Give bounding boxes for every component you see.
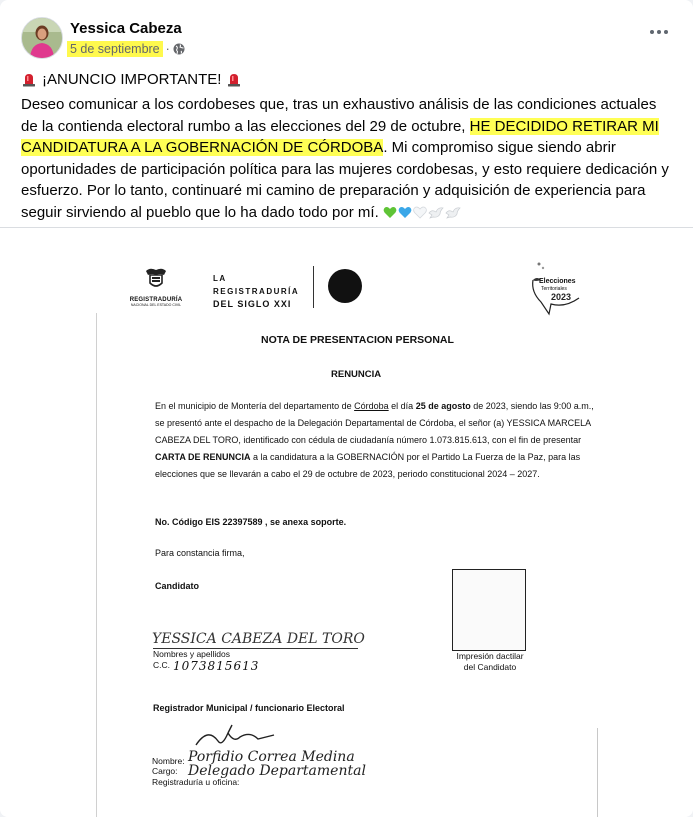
blue-heart-icon [398, 206, 412, 219]
candidate-signature [152, 621, 372, 651]
document-code: No. Código EIS 22397589 , se anexa soporte. [155, 517, 347, 527]
white-heart-icon [413, 206, 427, 219]
fingerprint-box [452, 569, 526, 651]
paragraph-text-cordoba: Córdoba [354, 401, 389, 411]
post-header [0, 0, 693, 70]
avatar-photo-icon [22, 18, 62, 58]
author-name[interactable]: Yessica Cabeza [70, 20, 182, 37]
circular-logo-icon [328, 269, 362, 303]
paragraph-text: En el municipio de Montería del departamento de [155, 401, 355, 411]
post-body-highlight: HE DECIDIDO RETIRAR MI CANDIDATURA A LA GOBERNACIÓN DE CÓRDOBA [21, 117, 659, 156]
post-body-part1: Deseo comunicar a los cordobeses que, tras un exhaustivo análisis de las condiciones actuales de la contienda electoral rumbo a las elecciones del 29 de octubre, [21, 96, 657, 135]
dove-icon [445, 206, 461, 219]
document-cc-handwritten: 1073815613 [173, 659, 260, 673]
paragraph-text-date: 25 de agosto [415, 401, 471, 411]
announcement-title [21, 68, 242, 90]
post-body [21, 94, 676, 223]
document-edge [597, 728, 598, 817]
logo-siglo-line2: DEL SIGLO XXI [213, 299, 292, 309]
candidate-signature-text: YESSICA CABEZA DEL TORO [152, 631, 365, 647]
elecciones-logo-line1: Elecciones [539, 278, 576, 285]
document-registrador-label: Registrador Municipal / funcionario Electoral [153, 703, 345, 713]
document-title: NOTA DE PRESENTACION PERSONAL [261, 334, 454, 346]
green-heart-icon [383, 206, 397, 219]
siren-icon [21, 71, 37, 87]
registraduria-logo-subtext: NACIONAL DEL ESTADO CIVIL [130, 303, 182, 307]
fingerprint-label-line2: del Candidato [463, 662, 517, 672]
dove-icon [428, 206, 444, 219]
document-nombre-label: Nombre: [152, 756, 185, 766]
author-avatar[interactable] [21, 17, 63, 59]
post-body-part2: . Mi compromiso sigue siendo abrir oportunidades de participación política para las mujeres cordobesas, y esto requiere dedicación y esfuerzo. Por lo tanto, continuaré mi camino de preparación y adquisición de experiencia para seguir sirviendo al pueblo que lo ha dado todo por mí. [21, 139, 669, 221]
official-signature [188, 723, 278, 751]
registraduria-siglo-logo [213, 272, 308, 311]
registraduria-logo-text: REGISTRADURÍA [129, 297, 183, 303]
paragraph-text-carta: CARTA DE RENUNCIA [155, 452, 251, 462]
paragraph-text: a la candidatura a la GOBERNACIÓN por el Partido La Fuerza de la Paz, para las elecciones que se llevarán a cabo el 29 de octubre de 2023, periodo constitucional 2024 – 2027. [155, 452, 581, 479]
document-subtitle: RENUNCIA [331, 369, 382, 380]
document-paragraph [155, 398, 595, 483]
elecciones-logo-icon [527, 258, 587, 318]
document-cc-label: C.C. [153, 660, 170, 670]
elecciones-logo-line3: 2023 [551, 292, 572, 302]
registraduria-logo [125, 267, 187, 311]
more-options-icon[interactable] [643, 22, 675, 42]
coat-of-arms-icon [142, 267, 170, 291]
document-constancia: Para constancia firma, [155, 548, 245, 558]
logo-divider [313, 266, 314, 308]
document-nombre-handwritten: Porfidio Correa Medina [188, 749, 355, 765]
paragraph-text: el día [388, 401, 416, 411]
document-edge [96, 313, 97, 817]
post-date[interactable]: 5 de septiembre [67, 41, 163, 57]
document-cargo-handwritten: Delegado Departamental [188, 763, 366, 779]
document-cargo-label: Cargo: [152, 766, 178, 776]
post-meta [67, 40, 185, 58]
logo-siglo-line1: LA REGISTRADURÍA [213, 274, 300, 296]
announcement-title-text: ¡ANUNCIO IMPORTANTE! [42, 70, 222, 88]
siren-icon [226, 71, 242, 87]
document-registraduria-oficina-label: Registraduría u oficina: [152, 777, 240, 787]
elecciones-territoriales-logo [527, 258, 587, 318]
globe-icon[interactable] [173, 43, 185, 55]
paragraph-text: de 2023, siendo las 9:00 a.m., se presentó ante el despacho de la Delegación Departamental de Córdoba, el señor (a) YESSICA MARCELA CABEZA DEL TORO, identificado con cédula de ciudadanía número 1.073.815.613, con el fin de presentar [155, 401, 594, 445]
attached-document-image[interactable] [0, 228, 693, 817]
document-candidato-label: Candidato [155, 581, 199, 591]
fingerprint-label-line1: Impresión dactilar [456, 651, 524, 661]
fingerprint-label [440, 651, 540, 673]
meta-separator: · [165, 42, 170, 56]
document-nombres-label: Nombres y apellidos [153, 649, 231, 659]
elecciones-logo-line2: Territoriales [541, 286, 567, 292]
